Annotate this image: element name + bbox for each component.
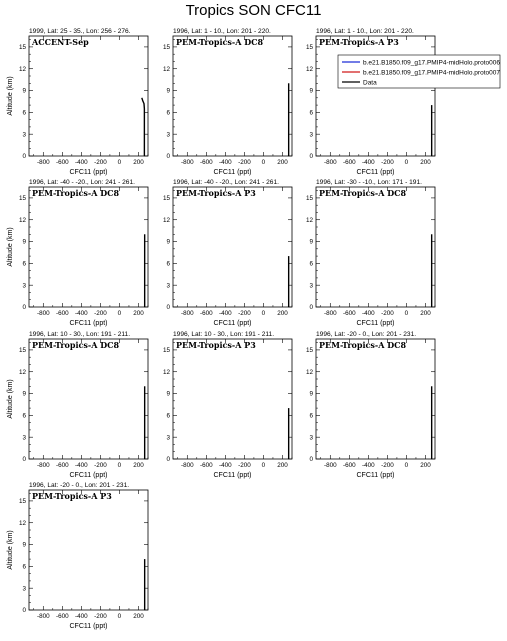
plot-frame: [29, 339, 148, 459]
x-tick-label: -200: [94, 159, 107, 166]
x-axis-label: CFC11 (ppt): [213, 169, 252, 176]
x-tick-label: 0: [117, 462, 122, 469]
panel-7: [7, 331, 148, 479]
y-tick-label: 3: [309, 282, 313, 290]
x-axis-label: CFC11 (ppt): [356, 320, 395, 327]
plot-frame: [173, 339, 292, 459]
y-tick-label: 12: [305, 368, 313, 376]
y-tick-label: 15: [305, 44, 313, 52]
x-tick-label: 200: [420, 159, 431, 166]
x-tick-label: -600: [343, 310, 356, 317]
figure-title: Tropics SON CFC11: [185, 2, 322, 19]
y-tick-label: 3: [166, 131, 170, 139]
campaign-label: PEM-Tropics-A DC8: [32, 340, 120, 350]
y-tick-label: 12: [162, 368, 170, 376]
x-tick-label: -600: [56, 310, 69, 317]
y-axis-label: Altitude (km): [7, 227, 14, 267]
x-tick-label: -600: [343, 462, 356, 469]
x-tick-label: 0: [261, 310, 266, 317]
x-tick-label: -800: [180, 310, 194, 317]
panel-5: [163, 179, 292, 327]
y-tick-label: 12: [18, 65, 26, 73]
legend-label: Data: [363, 79, 377, 87]
y-tick-label: 9: [309, 87, 313, 95]
x-tick-label: -400: [362, 159, 375, 166]
y-tick-label: 0: [309, 456, 313, 464]
y-tick-label: 6: [166, 109, 170, 117]
y-tick-label: 0: [309, 304, 313, 312]
x-axis-label: CFC11 (ppt): [213, 320, 252, 327]
y-tick-label: 9: [22, 87, 26, 95]
y-tick-label: 6: [309, 412, 313, 420]
campaign-label: PEM-Tropics-A P3: [176, 188, 256, 198]
y-tick-label: 0: [166, 153, 170, 161]
series-line-data: [142, 98, 145, 156]
plot-frame: [316, 36, 435, 156]
y-tick-label: 12: [162, 216, 170, 224]
x-tick-label: 0: [117, 310, 122, 317]
campaign-label: PEM-Tropics-A DC8: [176, 37, 264, 47]
y-tick-label: 6: [166, 412, 170, 420]
x-tick-label: -400: [362, 310, 375, 317]
panel-header: 1999, Lat: 25 - 35., Lon: 256 - 276.: [29, 28, 131, 35]
x-tick-label: 200: [133, 462, 144, 469]
x-tick-label: -600: [56, 159, 69, 166]
panel-6: [306, 179, 435, 327]
legend-label: b.e21.B1850.f09_g17.PMIP4-midHolo.proto007: [363, 69, 500, 77]
x-tick-label: -800: [323, 462, 337, 469]
x-axis-label: CFC11 (ppt): [356, 169, 395, 176]
campaign-label: ACCENT-Sep: [32, 37, 89, 47]
panel-header: 1996, Lat: -20 - 0., Lon: 201 - 231.: [316, 331, 417, 338]
x-tick-label: -200: [381, 159, 394, 166]
campaign-label: PEM-Tropics-A DC8: [32, 188, 120, 198]
x-tick-label: 200: [133, 613, 144, 620]
x-tick-label: -600: [200, 310, 213, 317]
x-axis-label: CFC11 (ppt): [69, 472, 108, 479]
x-tick-label: 0: [404, 310, 409, 317]
x-axis-label: CFC11 (ppt): [356, 472, 395, 479]
x-tick-label: -200: [94, 462, 107, 469]
panel-header: 1996, Lat: -40 - -20., Lon: 241 - 261.: [29, 179, 135, 186]
y-tick-label: 12: [18, 519, 26, 527]
y-tick-label: 0: [22, 304, 26, 312]
plot-frame: [173, 36, 292, 156]
x-tick-label: -400: [219, 310, 232, 317]
x-tick-label: -600: [343, 159, 356, 166]
y-axis-label: Altitude (km): [7, 76, 14, 116]
x-tick-label: -200: [381, 310, 394, 317]
plot-frame: [316, 339, 435, 459]
y-tick-label: 9: [309, 390, 313, 398]
y-tick-label: 6: [309, 260, 313, 268]
y-tick-label: 0: [166, 456, 170, 464]
panel-header: 1996, Lat: 1 - 10., Lon: 201 - 220.: [173, 28, 271, 35]
y-tick-label: 9: [309, 238, 313, 246]
x-tick-label: 200: [133, 159, 144, 166]
panel-9: [306, 331, 435, 479]
y-tick-label: 12: [18, 216, 26, 224]
plot-frame: [29, 36, 148, 156]
panel-8: [163, 331, 292, 479]
y-tick-label: 15: [18, 347, 26, 355]
panel-header: 1996, Lat: -40 - -20., Lon: 241 - 261.: [173, 179, 279, 186]
y-tick-label: 15: [162, 195, 170, 203]
y-tick-label: 6: [166, 260, 170, 268]
y-tick-label: 6: [22, 260, 26, 268]
x-tick-label: -400: [75, 462, 88, 469]
x-tick-label: 200: [277, 462, 288, 469]
x-tick-label: 200: [277, 159, 288, 166]
y-tick-label: 15: [162, 44, 170, 52]
x-tick-label: -400: [219, 462, 232, 469]
panel-header: 1996, Lat: 1 - 10., Lon: 201 - 220.: [316, 28, 414, 35]
y-tick-label: 9: [166, 238, 170, 246]
y-tick-label: 9: [22, 238, 26, 246]
y-axis-label: Altitude (km): [7, 379, 14, 419]
y-tick-label: 3: [309, 434, 313, 442]
x-tick-label: -800: [36, 462, 50, 469]
y-tick-label: 12: [162, 65, 170, 73]
y-tick-label: 15: [18, 498, 26, 506]
plot-frame: [316, 187, 435, 307]
x-tick-label: 0: [117, 159, 122, 166]
y-tick-label: 3: [22, 585, 26, 593]
y-tick-label: 9: [166, 390, 170, 398]
y-tick-label: 6: [22, 109, 26, 117]
x-tick-label: -200: [238, 462, 251, 469]
x-tick-label: -400: [75, 613, 88, 620]
y-tick-label: 3: [22, 282, 26, 290]
y-tick-label: 12: [18, 368, 26, 376]
panel-4: [7, 179, 148, 327]
campaign-label: PEM-Tropics-A P3: [176, 340, 256, 350]
y-tick-label: 0: [22, 456, 26, 464]
panel-10: [7, 482, 148, 630]
y-tick-label: 6: [309, 109, 313, 117]
x-tick-label: -200: [238, 159, 251, 166]
x-tick-label: -600: [200, 462, 213, 469]
x-axis-label: CFC11 (ppt): [213, 472, 252, 479]
x-tick-label: -400: [362, 462, 375, 469]
x-tick-label: -200: [238, 310, 251, 317]
x-tick-label: -200: [381, 462, 394, 469]
y-tick-label: 9: [22, 390, 26, 398]
y-tick-label: 0: [22, 607, 26, 615]
y-tick-label: 0: [166, 304, 170, 312]
y-tick-label: 15: [305, 347, 313, 355]
plot-frame: [29, 187, 148, 307]
x-tick-label: -800: [180, 462, 194, 469]
x-tick-label: -800: [36, 159, 50, 166]
y-tick-label: 0: [22, 153, 26, 161]
y-tick-label: 3: [22, 131, 26, 139]
x-tick-label: -600: [56, 462, 69, 469]
plot-frame: [29, 490, 148, 610]
panel-header: 1996, Lat: 10 - 30., Lon: 191 - 211.: [29, 331, 131, 338]
x-tick-label: 200: [277, 310, 288, 317]
y-axis-label: Altitude (km): [7, 530, 14, 570]
x-tick-label: -600: [200, 159, 213, 166]
x-tick-label: -200: [94, 310, 107, 317]
x-tick-label: 200: [420, 462, 431, 469]
x-tick-label: 0: [117, 613, 122, 620]
x-tick-label: -800: [36, 613, 50, 620]
y-tick-label: 3: [22, 434, 26, 442]
x-tick-label: -800: [180, 159, 194, 166]
y-tick-label: 6: [22, 412, 26, 420]
x-tick-label: -800: [323, 159, 337, 166]
y-tick-label: 3: [166, 434, 170, 442]
y-tick-label: 15: [162, 347, 170, 355]
plot-frame: [173, 187, 292, 307]
legend-label: b.e21.B1850.f09_g17.PMIP4-midHolo.proto006: [363, 59, 500, 67]
y-tick-label: 15: [18, 44, 26, 52]
y-tick-label: 15: [305, 195, 313, 203]
x-axis-label: CFC11 (ppt): [69, 320, 108, 327]
y-tick-label: 6: [22, 563, 26, 571]
y-tick-label: 15: [18, 195, 26, 203]
campaign-label: PEM-Tropics-A DC8: [319, 188, 407, 198]
x-tick-label: 200: [420, 310, 431, 317]
y-tick-label: 9: [166, 87, 170, 95]
y-tick-label: 0: [309, 153, 313, 161]
campaign-label: PEM-Tropics-A P3: [319, 37, 399, 47]
y-tick-label: 3: [309, 131, 313, 139]
x-tick-label: -800: [323, 310, 337, 317]
x-tick-label: -400: [75, 159, 88, 166]
x-tick-label: 0: [404, 462, 409, 469]
panel-header: 1996, Lat: -20 - 0., Lon: 201 - 231.: [29, 482, 130, 489]
panel-1: [7, 28, 148, 176]
x-axis-label: CFC11 (ppt): [69, 169, 108, 176]
x-tick-label: 200: [133, 310, 144, 317]
x-tick-label: 0: [404, 159, 409, 166]
x-tick-label: -800: [36, 310, 50, 317]
panel-header: 1996, Lat: 10 - 30., Lon: 191 - 211.: [173, 331, 275, 338]
panel-header: 1996, Lat: -30 - -10., Lon: 171 - 191.: [316, 179, 422, 186]
panel-2: [163, 28, 292, 176]
x-tick-label: -400: [75, 310, 88, 317]
x-axis-label: CFC11 (ppt): [69, 623, 108, 630]
panel-3: [306, 28, 500, 176]
x-tick-label: -400: [219, 159, 232, 166]
campaign-label: PEM-Tropics-A P3: [32, 491, 112, 501]
x-tick-label: -200: [94, 613, 107, 620]
x-tick-label: -600: [56, 613, 69, 620]
y-tick-label: 12: [305, 216, 313, 224]
y-tick-label: 9: [22, 541, 26, 549]
y-tick-label: 3: [166, 282, 170, 290]
campaign-label: PEM-Tropics-A DC8: [319, 340, 407, 350]
legend: [338, 55, 500, 88]
y-tick-label: 12: [305, 65, 313, 73]
x-tick-label: 0: [261, 159, 266, 166]
x-tick-label: 0: [261, 462, 266, 469]
